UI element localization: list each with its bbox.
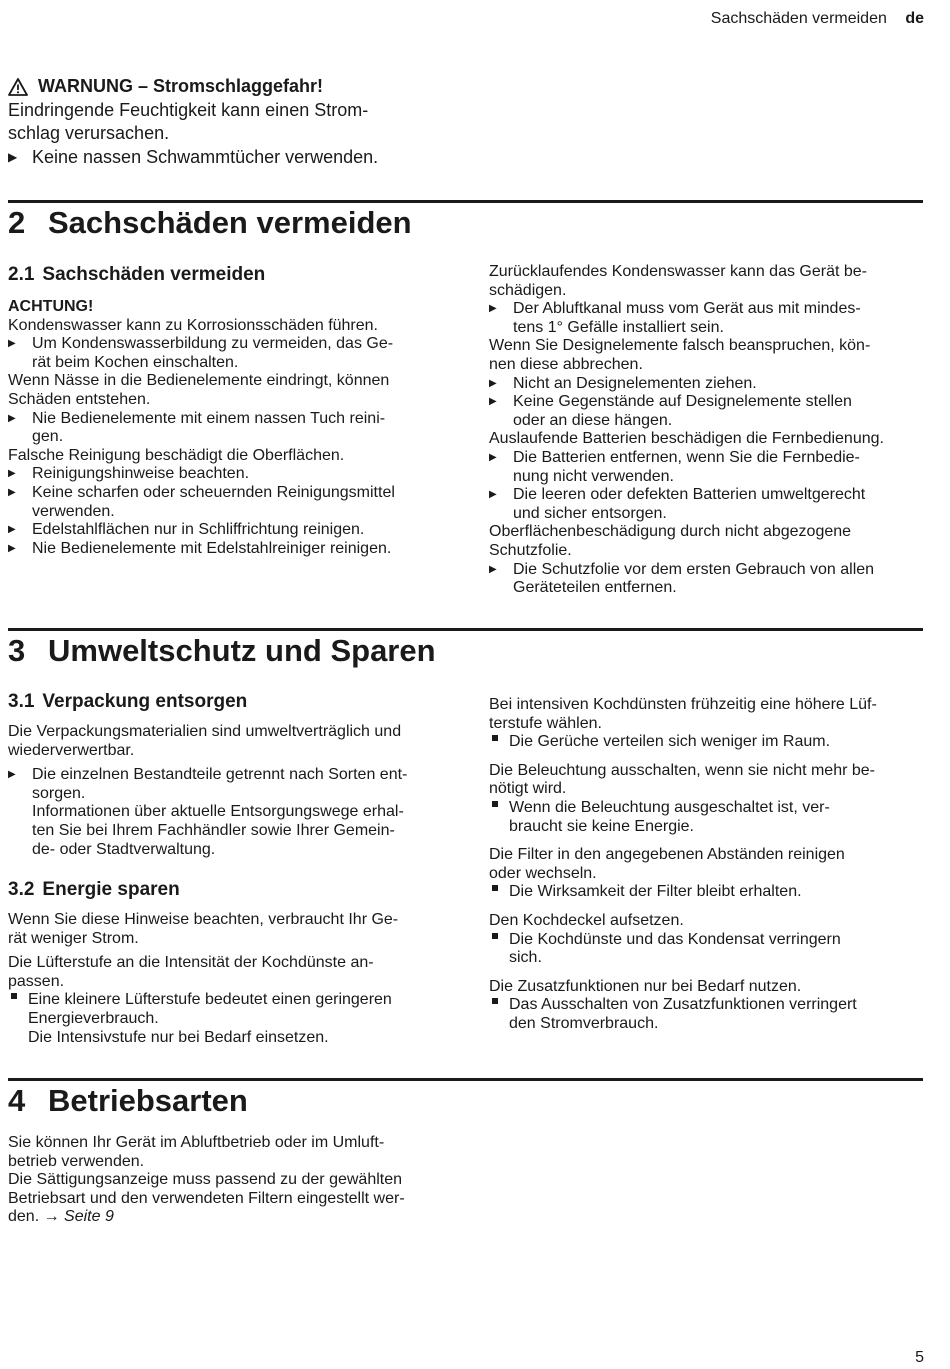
item-text [513, 393, 852, 430]
body-line: betrieb verwenden. [8, 1152, 145, 1170]
header-section-title: Sachschäden vermeiden [710, 10, 887, 27]
triangle-bullet-icon: ▶ [8, 542, 16, 554]
instruction-step [8, 521, 448, 540]
item-text-line: Keine Gegenstände auf Designelemente stellen [513, 393, 852, 411]
body-line: Bei intensiven Kochdünsten frühzeitig eine höhere Lüf- [489, 696, 877, 713]
triangle-bullet-icon: ▶ [8, 412, 16, 424]
item-text-line: den Stromverbrauch. [509, 1014, 659, 1032]
item-text [509, 883, 802, 902]
square-bullet-icon [489, 931, 509, 968]
square-bullet-icon [489, 733, 509, 752]
item-text-line: sich. [509, 949, 542, 967]
body-line: nötigt wird. [489, 780, 567, 798]
instruction-step [8, 484, 448, 521]
body-line: oder wechseln. [489, 864, 597, 882]
square-bullet-icon [489, 799, 509, 836]
item-text-line: Die leeren oder defekten Batterien umweltgerecht [513, 486, 866, 504]
instruction-step [489, 561, 929, 598]
spacer [489, 902, 929, 912]
triangle-bullet-icon: ▶ [8, 338, 16, 350]
item-text [509, 733, 830, 752]
section-number: 2 [8, 205, 26, 240]
body-line: Die Lüfterstufe an die Intensität der Kochdünste an- [8, 954, 374, 972]
item-text [513, 449, 860, 486]
section-2-left-column [8, 298, 448, 558]
instruction-step [489, 393, 929, 430]
instruction-step [489, 486, 929, 523]
item-text-line: Nie Bedienelemente mit einem nassen Tuch reini- [32, 409, 386, 427]
item-text-line: Die Batterien entfernen, wenn Sie die Fernbedie- [513, 448, 860, 466]
body-line: Sie können Ihr Gerät im Abluftbetrieb oder im Umluft- [8, 1134, 385, 1151]
body-line: passen. [8, 972, 65, 990]
item-text-line: tens 1° Gefälle installiert sein. [513, 318, 724, 336]
body-line [8, 1208, 453, 1227]
triangle-bullet-icon: ▶ [489, 489, 497, 501]
body-line: Schäden entstehen. [8, 390, 151, 408]
warning-triangle-icon [8, 78, 28, 96]
item-text-line: Keine scharfen oder scheuernden Reinigungsmittel [32, 483, 395, 501]
body-line: Die Verpackungsmaterialien sind umweltverträglich und [8, 723, 402, 740]
body-line: Falsche Reinigung beschädigt die Oberflächen. [8, 446, 345, 464]
body-line: Die Filter in den angegebenen Abständen reinigen [489, 846, 845, 864]
section-title: Betriebsarten [48, 1083, 248, 1118]
page-reference-link[interactable]: Seite 9 [64, 1208, 114, 1226]
item-text [509, 996, 857, 1033]
subsection-title: Sachschäden vermeiden [42, 264, 266, 285]
result-item [489, 996, 929, 1033]
running-header [711, 10, 924, 28]
item-text-line: braucht sie keine Energie. [509, 817, 694, 835]
instruction-step [489, 375, 929, 394]
subsection-3-2-heading [8, 879, 180, 901]
section-4-heading [8, 1083, 248, 1119]
item-text [32, 410, 385, 447]
item-text-line: Informationen über aktuelle Entsorgungswege erhal- [32, 803, 404, 821]
subsection-3-1-heading [8, 691, 247, 713]
section-3-2-body [8, 911, 448, 1047]
item-text-line: Edelstahlflächen nur in Schliffrichtung reinigen. [32, 521, 365, 539]
item-text-line: rät beim Kochen einschalten. [32, 353, 239, 371]
item-text-line: gen. [32, 428, 64, 446]
item-text-line: Wenn die Beleuchtung ausgeschaltet ist, ver- [509, 798, 830, 816]
body-line: terstufe wählen. [489, 714, 602, 732]
subsection-number: 3.1 [8, 691, 35, 712]
item-text-line: Die Kochdünste und das Kondensat verringern [509, 930, 841, 948]
body-line: Betriebsart und den verwendeten Filtern eingestellt wer- [8, 1189, 405, 1207]
instruction-step [8, 540, 448, 559]
warning-text-line: Eindringende Feuchtigkeit kann einen Strom- [8, 99, 369, 120]
item-text-line: Die Intensivstufe nur bei Bedarf einsetzen. [28, 1028, 329, 1046]
item-text-line: Das Ausschalten von Zusatzfunktionen verringert [509, 996, 857, 1014]
section-rule [8, 1078, 923, 1081]
instruction-step [8, 465, 448, 484]
item-text [513, 561, 874, 598]
item-text-line: Geräteteilen entfernen. [513, 579, 677, 597]
item-text-line: Um Kondenswasserbildung zu vermeiden, das Ge- [32, 335, 394, 353]
body-line: Die Sättigungsanzeige muss passend zu der gewählten [8, 1171, 403, 1189]
item-text-line: Nicht an Designelementen ziehen. [513, 374, 757, 392]
item-text-line: Die Wirksamkeit der Filter bleibt erhalten. [509, 883, 802, 901]
item-text-line: und sicher entsorgen. [513, 504, 667, 522]
item-text [513, 300, 861, 337]
item-text-line: de- oder Stadtverwaltung. [32, 840, 216, 858]
item-text [509, 799, 830, 836]
warning-text-line: schlag verursachen. [8, 123, 170, 143]
item-text-line: Energieverbrauch. [28, 1009, 159, 1027]
body-line: Auslaufende Batterien beschädigen die Fernbedienung. [489, 430, 884, 448]
item-text-line: Der Abluftkanal muss vom Gerät aus mit mindes- [513, 300, 861, 318]
triangle-bullet-icon: ▶ [489, 377, 497, 389]
section-2-heading [8, 205, 412, 241]
section-rule [8, 200, 923, 203]
item-text [32, 540, 391, 559]
body-line: Wenn Nässe in die Bedienelemente eindringt, können [8, 372, 390, 390]
triangle-bullet-icon: ▶ [489, 396, 497, 408]
item-text [32, 766, 407, 859]
result-item [489, 733, 929, 752]
item-text [513, 375, 757, 394]
result-item [8, 991, 448, 1047]
result-item [489, 799, 929, 836]
warning-title-row [8, 75, 448, 99]
square-bullet-icon [8, 991, 28, 1047]
item-text-line: Die einzelnen Bestandteile getrennt nach Sorten ent- [32, 766, 408, 784]
section-3-1-body [8, 723, 448, 859]
item-text-line: oder an diese hängen. [513, 411, 673, 429]
triangle-bullet-icon: ▶ [8, 468, 16, 480]
spacer [489, 836, 929, 846]
spacer [489, 968, 929, 978]
item-text-line: Nie Bedienelemente mit Edelstahlreiniger reinigen. [32, 539, 392, 557]
square-bullet-icon [489, 996, 509, 1033]
section-title: Umweltschutz und Sparen [48, 633, 436, 668]
body-line: Die Zusatzfunktionen nur bei Bedarf nutzen. [489, 977, 802, 995]
section-3-right-column [489, 696, 929, 1034]
page-number: 5 [915, 1349, 924, 1366]
instruction-step [489, 300, 929, 337]
body-line: schädigen. [489, 281, 567, 299]
subsection-title: Energie sparen [42, 879, 180, 900]
instruction-step [8, 766, 448, 859]
item-text [513, 486, 865, 523]
body-line: Den Kochdeckel aufsetzen. [489, 911, 684, 929]
item-text-line: Die Schutzfolie vor dem ersten Gebrauch von allen [513, 560, 875, 578]
item-text [32, 465, 249, 484]
arrow-right-icon: → [43, 1208, 60, 1226]
body-line: Wenn Sie diese Hinweise beachten, verbraucht Ihr Ge- [8, 911, 399, 928]
warning-title: WARNUNG – Stromschlaggefahr! [38, 76, 324, 96]
item-text [32, 521, 364, 540]
triangle-bullet-icon: ▶ [8, 769, 16, 781]
body-line: Kondenswasser kann zu Korrosionsschäden führen. [8, 316, 378, 334]
body-line: rät weniger Strom. [8, 929, 139, 947]
body-line: Oberflächenbeschädigung durch nicht abgezogene [489, 523, 852, 541]
instruction-step [489, 449, 929, 486]
body-line: Zurücklaufendes Kondenswasser kann das Gerät be- [489, 263, 867, 280]
square-bullet-icon [489, 883, 509, 902]
item-text-line: sorgen. [32, 784, 86, 802]
item-text [32, 335, 393, 372]
item-text-line: verwenden. [32, 502, 115, 520]
spacer [489, 752, 929, 762]
warning-box [8, 75, 448, 169]
subsection-number: 3.2 [8, 879, 35, 900]
item-text [28, 991, 392, 1047]
body-line: wiederverwertbar. [8, 741, 135, 759]
warning-step [8, 146, 448, 170]
body-line-text: den. [8, 1208, 44, 1226]
section-rule [8, 628, 923, 631]
item-text-line: ten Sie bei Ihrem Fachhändler sowie Ihrer Gemein- [32, 821, 395, 839]
triangle-bullet-icon: ▶ [489, 563, 497, 575]
triangle-bullet-icon: ▶ [8, 149, 18, 164]
body-line: nen diese abbrechen. [489, 355, 643, 373]
item-text [32, 484, 395, 521]
item-text-line: Reinigungshinweise beachten. [32, 465, 250, 483]
section-number: 4 [8, 1083, 26, 1118]
triangle-bullet-icon: ▶ [8, 524, 16, 536]
subsection-2-1-heading [8, 264, 265, 286]
item-text-line: nung nicht verwenden. [513, 467, 674, 485]
instruction-step [8, 410, 448, 447]
section-3-heading [8, 633, 436, 669]
section-title: Sachschäden vermeiden [48, 205, 412, 240]
warning-step-text: Keine nassen Schwammtücher verwenden. [32, 146, 379, 167]
item-text-line: Eine kleinere Lüfterstufe bedeutet einen geringeren [28, 991, 392, 1009]
body-line: Schutzfolie. [489, 541, 572, 559]
section-2-right-column [489, 263, 929, 598]
result-item [489, 883, 929, 902]
header-language-code: de [905, 10, 924, 27]
item-text-line: Die Gerüche verteilen sich weniger im Raum. [509, 733, 831, 751]
subsection-number: 2.1 [8, 264, 35, 285]
result-item [489, 931, 929, 968]
subsection-title: Verpackung entsorgen [42, 691, 248, 712]
item-text [509, 931, 841, 968]
instruction-step [8, 335, 448, 372]
triangle-bullet-icon: ▶ [8, 486, 16, 498]
body-line: Die Beleuchtung ausschalten, wenn sie nicht mehr be- [489, 761, 875, 779]
section-4-body [8, 1134, 453, 1227]
section-number: 3 [8, 633, 26, 668]
caution-label: ACHTUNG! [8, 298, 94, 315]
triangle-bullet-icon: ▶ [489, 303, 497, 315]
triangle-bullet-icon: ▶ [489, 451, 497, 463]
body-line: Wenn Sie Designelemente falsch beanspruchen, kön- [489, 337, 871, 355]
